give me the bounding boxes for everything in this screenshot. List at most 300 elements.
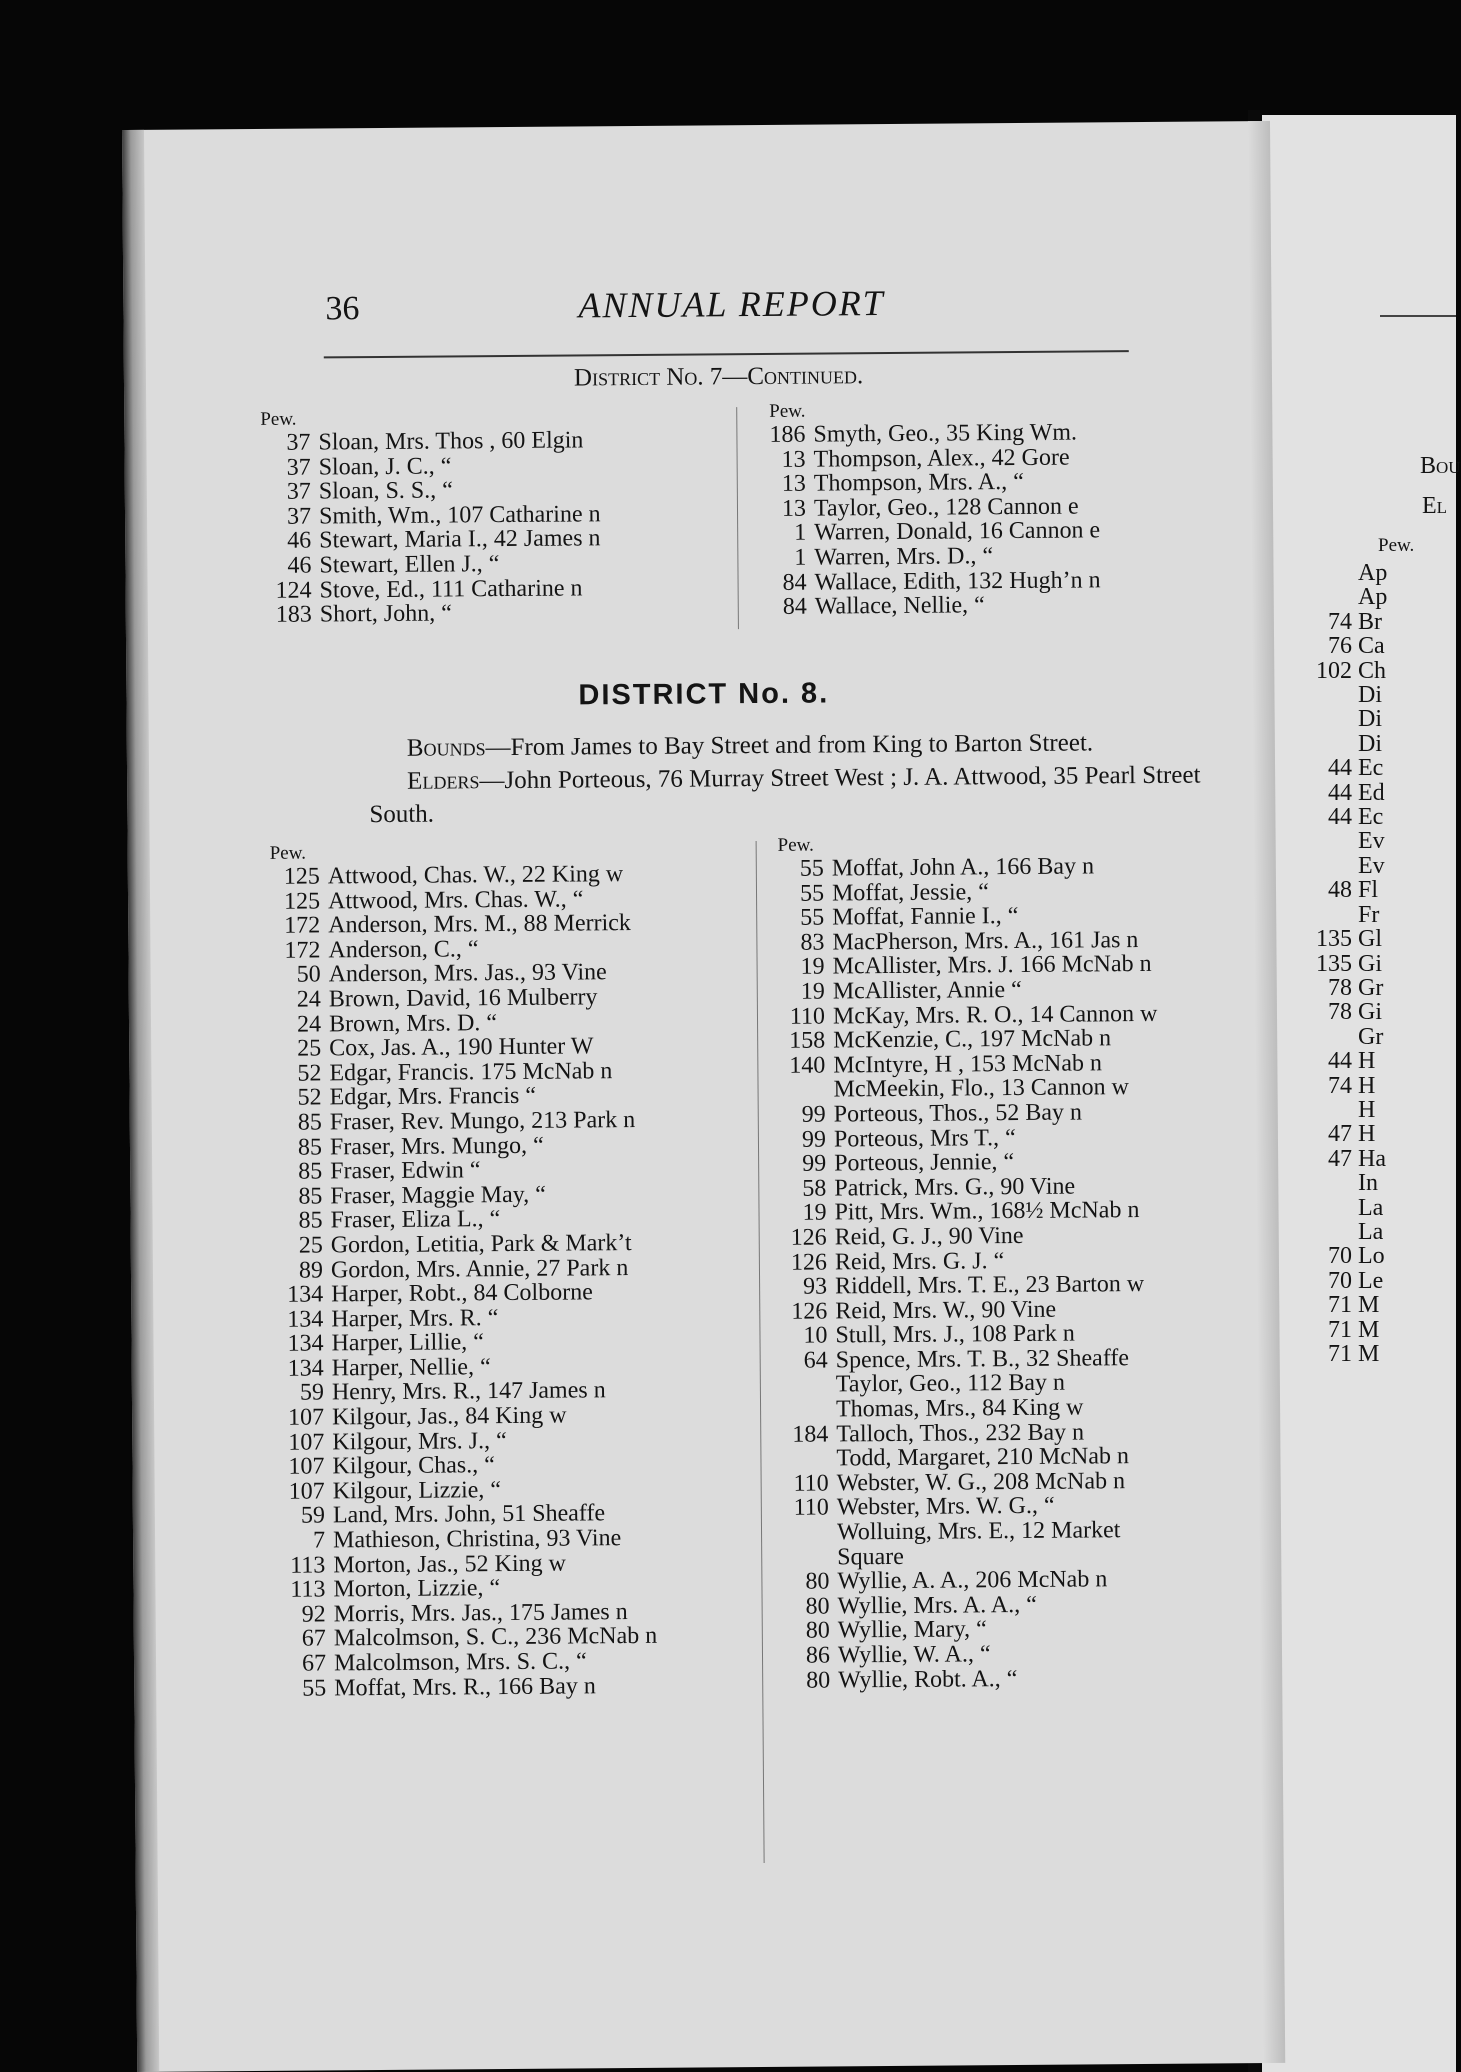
pew-number [1302,854,1352,878]
member-entry: Thomas, Mrs., 84 King w [835,1394,1084,1423]
pew-number: 80 [806,1667,831,1694]
pew-number: 89 [298,1256,324,1284]
member-entry: Stull, Mrs. J., 108 Park n [835,1320,1075,1349]
pew-number: 135 [1316,926,1352,953]
pew-number: 46 [287,527,312,555]
pew-number: 107 [288,1429,325,1456]
list-item [1302,1074,1387,1098]
pew-number: 86 [805,1642,831,1669]
list-item [773,1567,1162,1595]
list-item [256,576,602,603]
list-item [771,1272,1160,1300]
pew-number: 158 [789,1027,826,1054]
list-item [268,1378,656,1406]
pew-number: 24 [296,1011,322,1038]
pew-number [1302,1025,1352,1049]
member-entry: Sloan, J. C., “ [318,453,452,481]
member-entry: Edgar, Mrs. Francis “ [329,1083,537,1111]
pew-number [1302,585,1352,609]
list-item [1302,1171,1387,1195]
member-entry: Stewart, Ellen J., “ [319,551,500,579]
list-item [267,1305,655,1333]
pew-number: 44 [1328,1048,1352,1075]
facing-page-list [1302,561,1387,1366]
member-entry: Moffat, John A., 166 Bay n [831,853,1095,882]
list-item [268,1428,656,1456]
facing-page-elders-fragment: El [1422,493,1448,519]
book-page [122,121,1285,2072]
list-item [770,1124,1159,1152]
list-item [264,862,652,890]
member-entry: In [1358,1170,1378,1197]
member-entry: Webster, W. G., 208 McNab n [836,1468,1126,1497]
member-entry: Reid, Mrs. W., 90 Vine [835,1296,1057,1325]
member-entry: Smyth, Geo., 35 King Wm. [813,419,1078,448]
member-entry: Sloan, Mrs. Thos , 60 Elgin [318,427,584,456]
member-entry: Ap [1358,560,1388,586]
member-entry: Fl [1358,877,1379,904]
member-entry: Thompson, Mrs. A., “ [813,469,1024,497]
list-item [1302,805,1387,829]
member-entry: Spence, Mrs. T. B., 32 Sheaffe [835,1345,1130,1374]
list-item [266,1157,654,1185]
member-entry: Brown, David, 16 Mulberry [328,984,598,1013]
pew-number: 64 [803,1347,828,1374]
pew-number: 124 [275,577,312,604]
district-8-bounds-block [369,725,1250,831]
list-item [1302,781,1387,805]
pew-number: 126 [791,1298,828,1325]
pew-number [769,1078,825,1103]
list-item [1302,878,1387,902]
pew-label: Pew. [269,842,307,864]
member-entry: Brown, Mrs. D. “ [328,1009,498,1037]
pew-number [1302,903,1352,927]
list-item [1302,1269,1387,1293]
member-entry: Br [1358,608,1382,635]
pew-number: 80 [805,1593,830,1620]
list-item [255,453,601,480]
pew-number: 184 [792,1421,829,1448]
member-entry: Gi [1358,950,1382,977]
list-item [266,1132,654,1160]
pew-number: 74 [1328,1072,1352,1099]
pew-number [1302,1171,1352,1195]
pew-number: 13 [781,495,807,522]
member-entry: Edgar, Francis. 175 McNab n [329,1057,613,1087]
member-entry: Taylor, Geo., 112 Bay n [835,1370,1066,1398]
member-entry: Gr [1358,974,1384,1001]
pew-number: 99 [802,1150,827,1177]
pew-number: 135 [1316,950,1352,977]
list-item [254,428,600,455]
pew-number: 25 [297,1035,322,1062]
pew-number: 59 [300,1502,325,1530]
member-entry: Malcolmson, Mrs. S. C., “ [333,1648,587,1677]
member-entry: Stewart, Maria I., 42 James n [319,525,601,554]
member-entry: Le [1358,1267,1384,1294]
list-item [772,1370,1161,1398]
member-entry: Porteous, Mrs T., “ [833,1124,1016,1152]
list-item [267,1255,655,1283]
pew-number: 19 [802,1199,827,1227]
member-entry: Reid, Mrs. G. J. “ [834,1247,1005,1275]
member-entry: Ap [1358,584,1388,611]
member-entry: McMeekin, Flo., 13 Cannon w [833,1074,1129,1103]
pew-number: 80 [805,1617,830,1645]
pew-number: 85 [297,1109,322,1136]
pew-number: 37 [286,454,311,481]
pew-number: 110 [793,1494,829,1522]
list-item [1302,829,1387,853]
district-8-right-list [768,854,1163,1693]
list-item [1302,561,1387,585]
pew-number: 44 [1328,804,1352,831]
pew-number: 126 [790,1224,827,1251]
list-item [1302,756,1387,780]
member-entry: Cox, Jas. A., 190 Hunter W [329,1033,594,1062]
member-entry: M [1358,1341,1380,1367]
member-entry: Warren, Mrs. D., “ [814,543,994,571]
pew-number: 134 [287,1330,324,1358]
list-item [266,1182,654,1210]
pew-number: 52 [297,1060,322,1087]
member-entry: McAllister, Mrs. J. 166 McNab n [832,951,1152,980]
list-item [270,1673,658,1701]
pew-number: 134 [287,1306,324,1333]
member-entry: Ca [1358,633,1385,660]
list-item [770,1100,1159,1128]
member-entry: H [1358,1048,1376,1075]
pew-number [773,1545,829,1570]
pew-number: 93 [803,1273,828,1300]
pew-number: 113 [290,1576,326,1603]
pew-number: 92 [301,1601,326,1628]
pew-number: 47 [1328,1145,1352,1172]
pew-number: 37 [286,503,312,530]
list-item [768,854,1157,882]
pew-number: 10 [803,1322,828,1349]
page-number: 36 [325,290,360,328]
list-item [750,543,1100,570]
pew-number: 50 [296,961,321,989]
district-8-heading: DISTRICT No. 8. [578,677,830,712]
member-entry: Harper, Lillie, “ [331,1329,484,1357]
list-item [768,878,1157,906]
pew-number [772,1447,828,1472]
list-item [1302,1098,1387,1122]
member-entry: Fraser, Mrs. Mungo, “ [329,1132,544,1160]
member-entry: Patrick, Mrs. G., 90 Vine [834,1173,1076,1202]
member-entry: Ha [1358,1145,1386,1172]
pew-number [1302,683,1352,707]
member-entry: Ch [1358,657,1387,684]
list-item [774,1592,1163,1620]
list-item [268,1403,656,1431]
pew-number [773,1521,829,1546]
list-item [255,477,601,504]
member-entry: Morton, Lizzie, “ [333,1575,501,1603]
member-entry: H [1358,1096,1376,1123]
list-item [750,445,1100,472]
member-entry: Wyllie, W. A., “ [837,1641,991,1669]
list-item [1302,854,1387,878]
member-entry: Todd, Margaret, 210 McNab n [836,1443,1130,1472]
list-item [1302,1122,1387,1146]
elders-label: Elders [407,767,480,795]
pew-number: 85 [298,1183,323,1210]
list-item [769,952,1158,980]
pew-number: 71 [1328,1316,1352,1343]
pew-number: 85 [298,1158,323,1185]
pew-number: 183 [275,601,312,628]
member-entry: McKenzie, C., 197 McNab n [833,1025,1112,1054]
member-entry: Stove, Ed., 111 Catharine n [319,574,583,604]
pew-number: 110 [789,1003,826,1030]
pew-number: 46 [287,552,312,579]
member-entry: Porteous, Thos., 52 Bay n [833,1099,1083,1128]
pew-number: 107 [288,1478,325,1505]
list-item [1302,1147,1387,1171]
list-item [770,1149,1159,1177]
member-entry: La [1358,1194,1384,1221]
member-entry: La [1358,1218,1384,1245]
list-item [1302,732,1387,756]
member-entry: Wyllie, Mary, “ [837,1616,987,1644]
member-entry: Ec [1358,804,1384,831]
list-item [1302,903,1387,927]
list-item [265,1009,653,1037]
member-entry: H [1358,1072,1376,1099]
list-item [1302,1342,1387,1366]
pew-number: 55 [799,855,824,882]
list-item [749,420,1099,447]
list-item [268,1452,656,1480]
pew-number: 99 [801,1126,827,1153]
pew-number: 126 [790,1248,828,1276]
member-entry: Harper, Mrs. R. “ [331,1304,499,1333]
member-entry: Moffat, Mrs. R., 166 Bay n [334,1672,596,1701]
list-item [1302,1000,1387,1024]
pew-number: 78 [1328,974,1352,1001]
list-item [773,1469,1162,1497]
pew-number: 55 [800,904,825,931]
pew-number [1302,732,1352,756]
list-item [267,1329,655,1357]
member-entry: Henry, Mrs. R., 147 James n [331,1377,606,1406]
list-item [267,1280,655,1308]
list-item [264,911,652,939]
district-8-right-column [768,834,1163,1693]
member-entry: Ev [1358,852,1385,879]
list-item [1302,1049,1387,1073]
pew-label: Pew. [769,400,806,422]
pew-number: 37 [286,478,311,505]
member-entry: Harper, Robt., 84 Colborne [331,1279,593,1308]
member-entry: Harper, Nellie, “ [331,1354,491,1382]
member-entry: Warren, Donald, 16 Cannon e [814,517,1101,546]
member-entry: Ec [1358,755,1384,782]
list-item [1302,1220,1387,1244]
pew-number: 70 [1328,1267,1352,1294]
pew-number: 140 [789,1052,826,1079]
member-entry: Smith, Wm., 107 Catharine n [318,501,601,530]
list-item [1302,927,1387,951]
list-item [265,1059,653,1087]
pew-label: Pew. [777,834,814,856]
pew-number: 67 [301,1650,327,1677]
pew-number: 71 [1328,1341,1352,1367]
member-entry: Porteous, Jennie, “ [834,1149,1015,1177]
list-item [270,1624,658,1652]
pew-number: 44 [1328,779,1352,806]
list-item [1302,610,1387,634]
pew-number: 107 [288,1453,325,1480]
pew-number: 107 [288,1404,325,1431]
member-entry: Wyllie, A. A., 206 McNab n [837,1566,1108,1595]
district-8-left-list [264,862,658,1701]
pew-number [1302,561,1352,585]
member-entry: Gl [1358,926,1382,953]
district-7-right-column [749,400,1101,619]
facing-page-header-rule [1380,315,1456,317]
member-entry: Pitt, Mrs. Wm., 168½ McNab n [834,1197,1140,1226]
member-entry: M [1358,1292,1380,1319]
member-entry: Anderson, Mrs. Jas., 93 Vine [328,959,607,988]
pew-number: 99 [801,1101,826,1128]
list-item [772,1346,1161,1374]
member-entry: Kilgour, Lizzie, “ [332,1476,502,1505]
member-entry: Gordon, Mrs. Annie, 27 Park n [330,1254,629,1283]
list-item [1302,585,1387,609]
member-entry: Malcolmson, S. C., 236 McNab n [333,1623,658,1652]
pew-number: 85 [297,1133,323,1161]
pew-number: 67 [301,1625,326,1653]
facing-page-bounds-fragment: Bou [1420,453,1461,479]
member-entry: Fraser, Edwin “ [330,1157,481,1185]
pew-number: 70 [1328,1243,1352,1270]
pew-number: 71 [1328,1292,1352,1319]
member-entry: Thompson, Alex., 42 Gore [813,444,1070,473]
member-entry: Wolluing, Mrs. E., 12 Market [836,1517,1121,1546]
list-item [771,1297,1160,1325]
list-item [774,1665,1163,1693]
member-entry: Moffat, Jessie, “ [831,878,989,907]
pew-number [1302,1220,1352,1244]
page-title: ANNUAL REPORT [578,283,885,326]
pew-number: 19 [800,953,825,981]
pew-number: 84 [782,593,807,620]
pew-number: 25 [298,1232,323,1259]
list-item [1302,976,1387,1000]
pew-number: 186 [769,421,806,448]
pew-number: 74 [1328,608,1352,635]
member-entry: Short, John, “ [319,600,452,628]
pew-number: 55 [302,1675,327,1702]
facing-page [1262,115,1461,2072]
member-entry: Ed [1358,779,1385,806]
list-item [1302,1244,1387,1268]
member-entry: Reid, G. J., 90 Vine [834,1222,1024,1251]
list-item [255,527,601,554]
district-7-continued-heading: District No. 7—Continued. [573,362,864,392]
pew-number: 19 [800,978,825,1005]
page-spine-edge [122,130,159,2072]
pew-number [772,1373,828,1398]
pew-number: 134 [287,1281,324,1308]
member-entry: Wyllie, Mrs. A. A., “ [837,1591,1037,1620]
pew-number: 80 [805,1568,830,1595]
pew-number: 84 [782,569,807,596]
list-item [1302,634,1387,658]
pew-number: 1 [794,520,807,547]
member-entry: Anderson, C., “ [328,936,479,964]
list-item [1302,1196,1387,1220]
list-item [1302,1025,1387,1049]
list-item [1302,659,1387,683]
member-entry: Taylor, Geo., 128 Cannon e [813,493,1079,522]
pew-number: 48 [1328,877,1352,904]
district-7-right-list [749,420,1101,619]
pew-number: 110 [793,1470,829,1497]
pew-number: 125 [283,863,320,890]
pew-number: 102 [1316,657,1352,684]
list-item [255,551,601,578]
district-7-left-list [254,428,601,627]
member-entry: Kilgour, Jas., 84 King w [332,1402,567,1431]
pew-number: 58 [802,1175,827,1202]
facing-page-pew-label: Pew. [1378,535,1415,556]
pew-number: 83 [800,929,825,956]
pew-number: 134 [287,1355,324,1382]
list-item [1302,1293,1387,1317]
column-divider [736,407,739,629]
list-item [1302,952,1387,976]
member-entry: Fr [1358,901,1380,928]
list-item [751,592,1101,619]
member-entry: Attwood, Chas. W., 22 King w [327,861,624,890]
pew-number: 47 [1328,1121,1352,1148]
member-entry: Wallace, Nellie, “ [814,592,985,620]
list-item [1302,683,1387,707]
list-item [270,1649,658,1677]
list-item [1302,707,1387,731]
list-item [265,985,653,1013]
member-entry: Di [1358,730,1382,757]
member-entry: Moffat, Fannie I., “ [832,903,1019,931]
list-item [266,1108,654,1136]
member-entry: Gr [1358,1023,1384,1050]
list-item [771,1223,1160,1251]
member-entry: Square [837,1543,904,1571]
pew-number: 13 [781,446,806,473]
pew-number: 13 [781,470,806,498]
member-entry: Wallace, Edith, 132 Hugh’n n [814,566,1101,596]
pew-number: 52 [297,1084,322,1111]
pew-number: 59 [299,1379,325,1407]
member-entry: Fraser, Maggie May, “ [330,1181,546,1210]
member-entry: Lo [1358,1243,1385,1270]
list-item [267,1231,655,1259]
pew-number: 37 [286,429,311,456]
member-entry: McKay, Mrs. R. O., 14 Cannon w [832,1000,1158,1030]
member-entry: Morris, Mrs. Jas., 175 James n [333,1598,628,1628]
page-header [123,283,1272,362]
bounds-text: —From James to Bay Street and from King to Barton Street. [485,729,1094,762]
pew-number [1302,707,1352,731]
member-entry: Mathieson, Christina, 93 Vine [332,1525,622,1554]
pew-number: 85 [298,1207,323,1234]
